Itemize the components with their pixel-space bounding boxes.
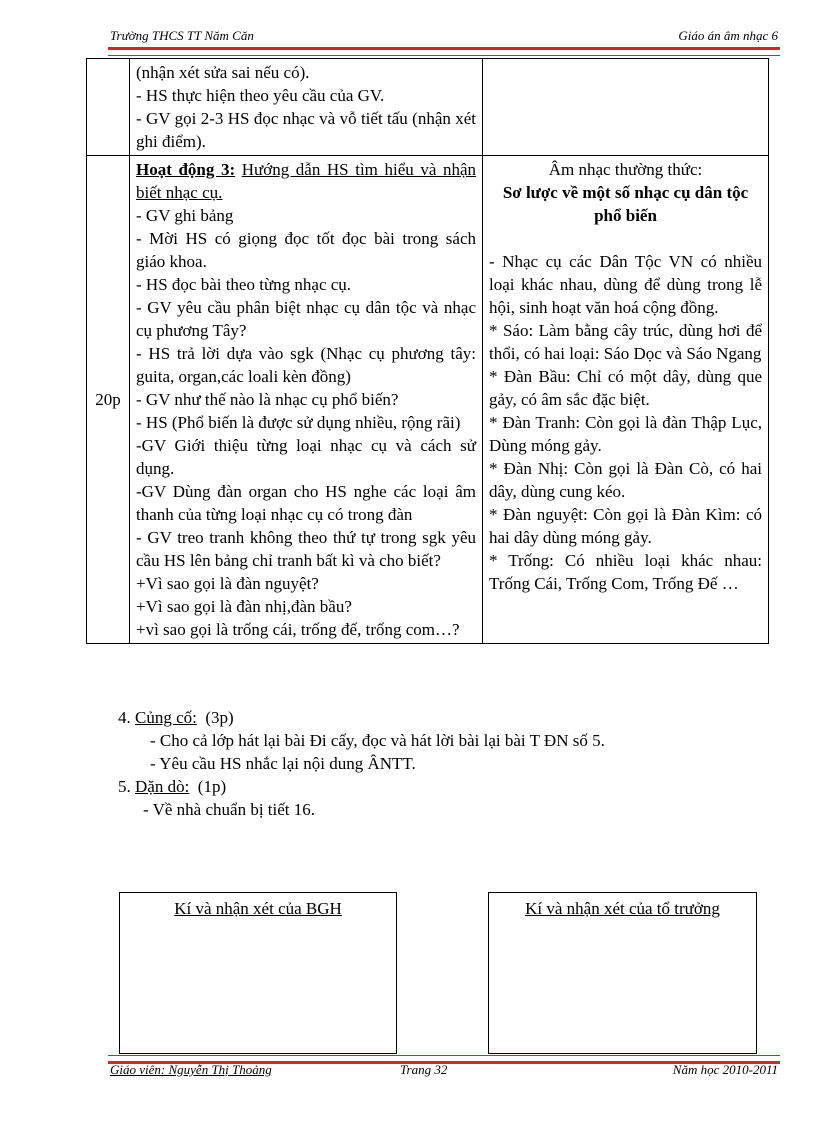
activity-line: - HS (Phổ biến là được sử dụng nhiều, rộng rãi) — [136, 413, 461, 432]
homework-heading — [118, 775, 758, 798]
time-cell: 20p — [87, 156, 130, 644]
activity-line: +Vì sao gọi là đàn nhị,đàn bầu? — [136, 597, 352, 616]
content-line: * Đàn nguyệt: Còn gọi là Đàn Kìm: có hai dây dùng móng gảy. — [489, 505, 762, 547]
signature-box-team-leader — [488, 892, 757, 1054]
activity-line: - Mời HS có giọng đọc tốt đọc bài trong sách giáo khoa. — [136, 229, 476, 271]
homework-time: (1p) — [197, 777, 227, 796]
activity-cell — [130, 156, 483, 644]
content-cell — [483, 59, 769, 156]
homework-label: Dặn dò: — [135, 777, 190, 796]
consolidation-label: Củng cố: — [135, 708, 197, 727]
content-line: * Trống: Có nhiều loại khác nhau: Trống Cái, Trống Com, Trống Đế … — [489, 551, 762, 593]
consolidation-time: (3p) — [205, 708, 234, 727]
activity-line: -GV Giới thiệu từng loại nhạc cụ và cách sử dụng. — [136, 436, 476, 478]
activity-line: +Vì sao gọi là đàn nguyệt? — [136, 574, 319, 593]
header-rule — [108, 47, 780, 56]
content-title: Âm nhạc thường thức: — [548, 160, 703, 179]
table-row — [87, 59, 769, 156]
activity-title — [136, 158, 476, 204]
subject-name: Giáo án âm nhạc 6 — [678, 28, 778, 43]
page-footer — [110, 1062, 778, 1080]
activity-line: - GV yêu cầu phân biệt nhạc cụ dân tộc và nhạc cụ phương Tây? — [136, 298, 476, 340]
content-line: * Sáo: Làm bằng cây trúc, dùng hơi để thổi, có hai loại: Sáo Dọc và Sáo Ngang — [489, 321, 762, 363]
content-line: - Nhạc cụ các Dân Tộc VN có nhiều loại khác nhau, dùng để dùng trong lễ hội, sinh hoạt văn hoá cộng đồng. — [489, 252, 762, 317]
page-number: Trang 32 — [400, 1062, 448, 1077]
activity-line: - HS thực hiện theo yêu cầu của GV. — [136, 86, 385, 105]
homework-item: - Về nhà chuẩn bị tiết 16. — [143, 800, 316, 819]
activity-line: - GV gọi 2-3 HS đọc nhạc và vỗ tiết tấu (nhận xét ghi điểm). — [136, 109, 476, 151]
activity-line: - HS đọc bài theo từng nhạc cụ. — [136, 275, 352, 294]
homework-number: 5. — [118, 777, 131, 796]
spacer — [489, 227, 762, 250]
content-subtitle: Sơ lược về một số nhạc cụ dân tộc phổ biến — [502, 183, 749, 225]
consolidation-item: - Cho cả lớp hát lại bài Đi cấy, đọc và hát lời bài lại bài T ĐN số 5. — [150, 731, 605, 750]
activity-title-text: Hướng dẫn HS tìm hiểu và nhận biết nhạc cụ. — [136, 160, 476, 202]
consolidation-heading — [118, 706, 758, 729]
consolidation-item: - Yêu cầu HS nhắc lại nội dung ÂNTT. — [150, 754, 416, 773]
lesson-table — [86, 58, 769, 644]
activity-cell — [130, 59, 483, 156]
school-name: Trường THCS TT Năm Căn — [110, 28, 254, 43]
content-line: * Đàn Tranh: Còn gọi là đàn Thập Lục, Dùng móng gảy. — [489, 413, 762, 455]
content-line: * Đàn Nhị: Còn gọi là Đàn Cò, có hai dây, dùng cung kéo. — [489, 459, 762, 501]
activity-line: - GV như thế nào là nhạc cụ phổ biến? — [136, 390, 399, 409]
page-header — [110, 28, 778, 46]
table-row — [87, 156, 769, 644]
teacher-name: Giáo viên: Nguyễn Thị Thoảng — [110, 1062, 272, 1077]
activity-line: +vì sao gọi là trống cái, trống đế, trống com…? — [136, 620, 460, 639]
lesson-closing — [118, 706, 758, 821]
consolidation-number: 4. — [118, 708, 131, 727]
signature-box-bgh — [119, 892, 397, 1054]
time-cell — [87, 59, 130, 156]
content-line: * Đàn Bầu: Chỉ có một dây, dùng que gảy, có âm sắc đặc biệt. — [489, 367, 762, 409]
activity-line: - GV treo tranh không theo thứ tự trong sgk yêu cầu HS lên bảng chỉ tranh bất kì và cho biết? — [136, 528, 476, 570]
activity-line: - HS trả lời dựa vào sgk (Nhạc cụ phương tây: guita, organ,các loali kèn đồng) — [136, 344, 476, 386]
signature-label: Kí và nhận xét của tổ trưởng — [525, 899, 720, 918]
content-cell — [483, 156, 769, 644]
activity-line: -GV Dùng đàn organ cho HS nghe các loại âm thanh của từng loại nhạc cụ có trong đàn — [136, 482, 476, 524]
signature-label: Kí và nhận xét của BGH — [174, 899, 342, 918]
activity-line: - GV ghi bảng — [136, 206, 234, 225]
school-year: Năm học 2010-2011 — [672, 1062, 778, 1077]
activity-title-label: Hoạt động 3: — [136, 160, 236, 179]
activity-line: (nhận xét sửa sai nếu có). — [136, 63, 310, 82]
